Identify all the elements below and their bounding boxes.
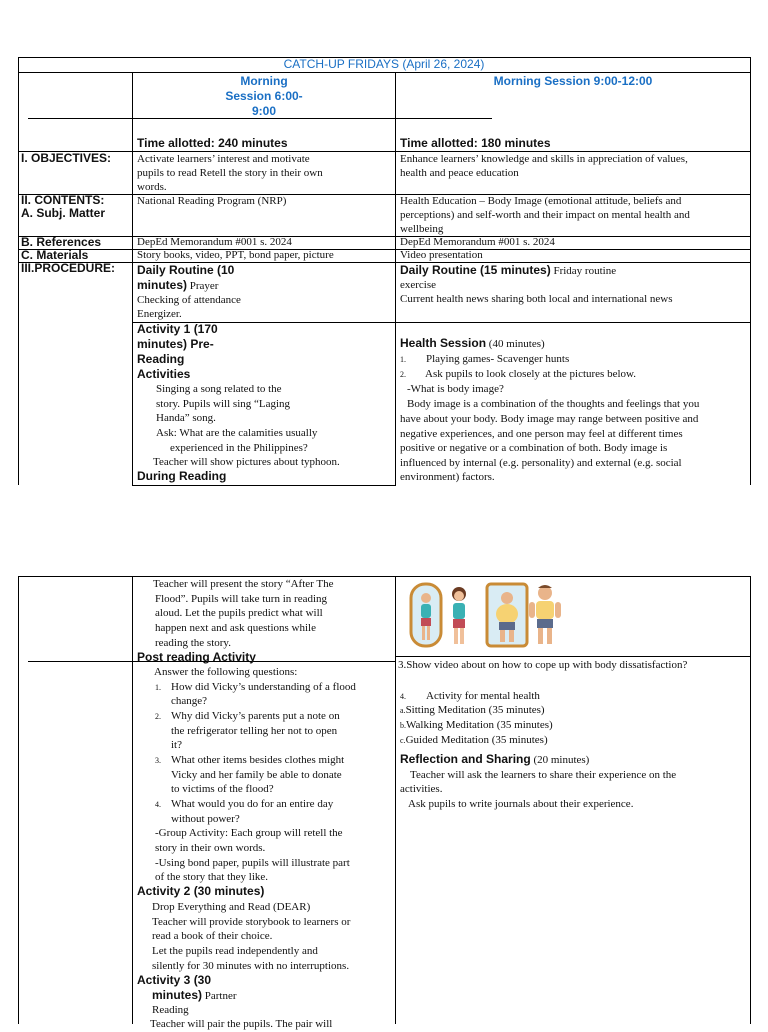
daily-routine-col1-prayer: Prayer	[187, 280, 219, 292]
activity1-minutes: minutes)	[137, 337, 188, 351]
contents-col1: National Reading Program (NRP)	[137, 195, 287, 207]
activity3-minutes: minutes)	[152, 988, 203, 1002]
meditation-item	[400, 703, 545, 719]
materials-col1: Story books, video, PPT, bond paper, picture	[137, 249, 334, 261]
meditation-text: Walking Meditation (35 minutes)	[406, 719, 553, 731]
activity1-line: Singing a song related to the	[156, 383, 282, 395]
label-references: B. References	[21, 235, 102, 249]
reflection-title: Reflection and Sharing	[400, 752, 531, 766]
daily-routine-col1-line: Checking of attendance	[137, 294, 241, 306]
reflection-minutes: (20 minutes)	[530, 754, 590, 766]
activity1-heading3: Reading	[137, 352, 185, 366]
meditation-letter: c.	[400, 736, 406, 745]
activity2-heading: Activity 2 (30 minutes)	[137, 884, 265, 898]
time-allotted-col1: Time allotted: 240 minutes	[137, 136, 288, 150]
health-session-minutes: (40 minutes)	[486, 338, 545, 350]
activity1-line: Teacher will show pictures about typhoon.	[153, 456, 340, 468]
objectives-col2-line: Enhance learners’ knowledge and skills in appreciation of values,	[400, 153, 688, 165]
post-reading-heading: Post reading Activity	[137, 650, 256, 664]
materials-col2: Video presentation	[400, 249, 483, 261]
question-number: 3.	[155, 756, 161, 765]
question-line: it?	[171, 739, 182, 751]
question-line: Why did Vicky’s parents put a note on	[171, 710, 340, 722]
group-line: -Group Activity: Each group will retell the	[155, 827, 343, 839]
question-number: 2.	[155, 712, 161, 721]
meditation-text: Guided Meditation (35 minutes)	[405, 734, 548, 746]
meditation-letter: a.	[400, 706, 406, 715]
health-item-text: Playing games- Scavenger hunts	[426, 353, 570, 365]
col1-header-line3: 9:00	[251, 104, 277, 118]
activity1-line: story. Pupils will sing “Laging	[156, 398, 291, 410]
references-col2: DepEd Memorandum #001 s. 2024	[400, 236, 555, 248]
question-line: What would you do for an entire day	[171, 798, 334, 810]
health-line: -What is body image?	[407, 383, 504, 395]
time-allotted-col2: Time allotted: 180 minutes	[400, 136, 551, 150]
objectives-col1-line: Activate learners’ interest and motivate	[137, 153, 310, 165]
reflection-line: Ask pupils to write journals about their experience.	[408, 798, 634, 810]
objectives-col1-line: pupils to read Retell the story in their own	[137, 167, 323, 179]
daily-routine-col2-title: Daily Routine (15 minutes)	[400, 263, 551, 277]
activity3-partner: Partner	[202, 990, 237, 1002]
question-line: without power?	[171, 813, 240, 825]
health-item-number: 1.	[400, 355, 406, 364]
reflection-line: activities.	[400, 783, 443, 795]
objectives-col2-line: health and peace education	[400, 167, 519, 179]
activity4-text: Activity for mental health	[426, 690, 540, 702]
health-line: environment) factors.	[400, 471, 495, 483]
activity1-heading4: Activities	[137, 367, 191, 381]
story-line: happen next and ask questions while	[155, 622, 316, 634]
question-number: 1.	[155, 683, 161, 692]
daily-routine-col1-line: Energizer.	[137, 308, 182, 320]
health-line: Body image is a combination of the thoughts and feelings that you	[407, 398, 700, 410]
contents-col2-line: Health Education – Body Image (emotional attitude, beliefs and	[400, 195, 682, 207]
story-line: Flood”. Pupils will take turn in reading	[155, 593, 328, 605]
activity2-line: Drop Everything and Read (DEAR)	[152, 901, 311, 913]
activity1-line: Handa” song.	[156, 412, 216, 424]
label-objectives: I. OBJECTIVES:	[21, 151, 112, 165]
answer-instruction: Answer the following questions:	[154, 666, 298, 678]
daily-routine-col2-line: exercise	[400, 279, 437, 291]
activity2-line: silently for 30 minutes with no interruptions.	[152, 960, 350, 972]
label-procedure: III.PROCEDURE:	[21, 261, 116, 275]
activity3-line: Teacher will pair the pupils. The pair will	[150, 1018, 333, 1030]
meditation-letter: b.	[400, 721, 406, 730]
health-line: positive or negative or a combination of both. Body image is	[400, 442, 668, 454]
label-materials: C. Materials	[21, 248, 89, 262]
daily-routine-col1-heading: Daily Routine (10	[137, 263, 235, 277]
story-line: reading the story.	[155, 637, 231, 649]
activity2-line: read a book of their choice.	[152, 930, 273, 942]
meditation-item	[400, 718, 553, 734]
label-subj-matter: A. Subj. Matter	[21, 206, 106, 220]
contents-col2-line: perceptions) and self-worth and their impact on mental health and	[400, 209, 690, 221]
activity3-line: Reading	[152, 1004, 189, 1016]
question-number: 4.	[155, 800, 161, 809]
question-item	[155, 709, 161, 725]
page-title: CATCH-UP FRIDAYS (April 26, 2024)	[283, 57, 485, 71]
question-item	[155, 797, 161, 813]
meditation-item	[400, 733, 548, 749]
references-col1: DepEd Memorandum #001 s. 2024	[137, 236, 292, 248]
group-line: story in their own words.	[155, 842, 266, 854]
health-item	[400, 352, 569, 368]
question-line: How did Vicky’s understanding of a flood	[171, 681, 356, 693]
health-session-title: Health Session	[400, 336, 487, 350]
daily-routine-col2-line: Current health news sharing both local and international news	[400, 293, 673, 305]
col1-header-line2: Session 6:00-	[225, 89, 303, 103]
body-image-illustration	[405, 580, 580, 652]
question-line: Vicky and her family be able to donate	[171, 769, 342, 781]
health-line: negative experiences, and one person may feel at different times	[400, 428, 683, 440]
daily-routine-col1-heading2	[137, 278, 218, 294]
daily-routine-col2-heading	[400, 263, 616, 279]
health-item	[400, 367, 636, 383]
label-contents: II. CONTENTS:	[21, 193, 105, 207]
health-item-number: 2.	[400, 370, 406, 379]
activity3-heading: Activity 3 (30	[137, 973, 212, 987]
story-line: aloud. Let the pupils predict what will	[155, 607, 323, 619]
question-line: What other items besides clothes might	[171, 754, 345, 766]
activity1-pre: Pre-	[187, 337, 214, 351]
group-line: -Using bond paper, pupils will illustrate part	[155, 857, 350, 869]
daily-routine-col1-minutes: minutes)	[137, 278, 188, 292]
health-item-text: Ask pupils to look closely at the pictures below.	[425, 368, 637, 380]
contents-col2-line: wellbeing	[400, 223, 444, 235]
video-instruction: 3.Show video about on how to cope up with body dissatisfaction?	[398, 659, 688, 671]
activity2-line: Let the pupils read independently and	[152, 945, 318, 957]
activity3-heading2	[152, 988, 237, 1004]
daily-routine-col2-rest: Friday routine	[550, 265, 617, 277]
meditation-text: Sitting Meditation (35 minutes)	[405, 704, 545, 716]
question-line: to victims of the flood?	[171, 783, 274, 795]
activity4-number: 4.	[400, 692, 406, 701]
objectives-col1-line: words.	[137, 181, 167, 193]
health-session-heading	[400, 336, 545, 352]
question-item	[155, 680, 161, 696]
activity2-line: Teacher will provide storybook to learners or	[152, 916, 351, 928]
activity1-heading2	[137, 337, 214, 353]
question-item	[155, 753, 161, 769]
reflection-line: Teacher will ask the learners to share their experience on the	[410, 769, 677, 781]
question-line: change?	[171, 695, 208, 707]
question-line: the refrigerator telling her not to open	[171, 725, 338, 737]
activity1-line: experienced in the Philippines?	[170, 442, 308, 454]
story-line: Teacher will present the story “After The	[153, 578, 334, 590]
activity1-line: Ask: What are the calamities usually	[156, 427, 318, 439]
group-line: of the story that they like.	[155, 871, 269, 883]
col2-header: Morning Session 9:00-12:00	[493, 74, 653, 88]
health-line: influenced by internal (e.g. personality) and external (e.g. social	[400, 457, 682, 469]
reflection-heading	[400, 752, 589, 768]
during-reading-heading: During Reading	[137, 469, 227, 483]
health-line: have about your body. Body image may range between positive and	[400, 413, 699, 425]
activity1-heading: Activity 1 (170	[137, 322, 218, 336]
col1-header-line1: Morning	[240, 74, 288, 88]
